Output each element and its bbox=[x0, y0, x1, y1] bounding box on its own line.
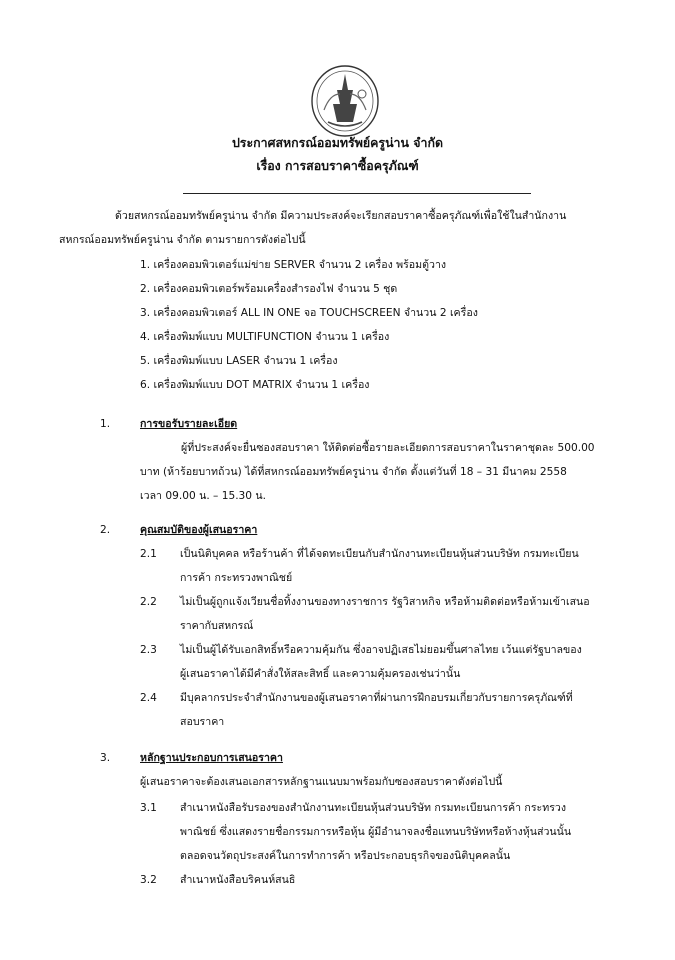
intro-line-2: สหกรณ์ออมทรัพย์ครูน่าน จำกัด ตามรายการดังต่อไปนี้ bbox=[59, 234, 306, 246]
cooperative-seal-logo bbox=[310, 64, 380, 138]
section-1-line-1: ผู้ที่ประสงค์จะยื่นซองสอบราคา ให้ติดต่อซื้อรายละเอียดการสอบราคาในราคาชุดละ 500.00 bbox=[181, 442, 595, 454]
list-item: 3. เครื่องคอมพิวเตอร์ ALL IN ONE จอ TOUCHSCREEN จำนวน 2 เครื่อง bbox=[140, 307, 478, 319]
subsection-line: ราคากับสหกรณ์ bbox=[180, 620, 254, 632]
subsection-number: 3.2 bbox=[140, 874, 157, 886]
subsection-line: สำเนาหนังสือรับรองของสำนักงานทะเบียนหุ้นส่วนบริษัท กรมทะเบียนการค้า กระทรวง bbox=[180, 802, 566, 814]
subsection-line: เป็นนิติบุคคล หรือร้านค้า ที่ได้จดทะเบียนกับสำนักงานทะเบียนหุ้นส่วนบริษัท กรมทะเบียน bbox=[180, 548, 579, 560]
section-3-heading: หลักฐานประกอบการเสนอราคา bbox=[140, 752, 283, 764]
subsection-line: การค้า กระทรวงพาณิชย์ bbox=[180, 572, 293, 584]
subsection-line: พาณิชย์ ซึ่งแสดงรายชื่อกรรมการหรือหุ้น ผู้มีอำนาจลงชื่อแทนบริษัทหรือห้างหุ้นส่วนนั้น bbox=[180, 826, 572, 838]
section-1-number: 1. bbox=[100, 418, 111, 430]
announcement-subject: เรื่อง การสอบราคาซื้อครุภัณฑ์ bbox=[256, 158, 419, 173]
section-1-line-3: เวลา 09.00 น. – 15.30 น. bbox=[140, 490, 267, 502]
intro-line-1: ด้วยสหกรณ์ออมทรัพย์ครูน่าน จำกัด มีความประสงค์จะเรียกสอบราคาซื้อครุภัณฑ์เพื่อใช้ในสำนักงาน bbox=[115, 210, 567, 222]
subsection-line: สำเนาหนังสือบริคนห์สนธิ bbox=[180, 874, 296, 886]
section-2-number: 2. bbox=[100, 524, 111, 536]
section-3-intro: ผู้เสนอราคาจะต้องเสนอเอกสารหลักฐานแนบมาพร้อมกับซองสอบราคาดังต่อไปนี้ bbox=[140, 776, 503, 788]
subsection-number: 2.1 bbox=[140, 548, 157, 560]
subsection-number: 3.1 bbox=[140, 802, 157, 814]
section-2-heading: คุณสมบัติของผู้เสนอราคา bbox=[140, 524, 258, 536]
announcement-title: ประกาศสหกรณ์ออมทรัพย์ครูน่าน จำกัด bbox=[231, 135, 444, 150]
subsection-line: ไม่เป็นผู้ได้รับเอกสิทธิ์หรือความคุ้มกัน ซึ่งอาจปฏิเสธไม่ยอมขึ้นศาลไทย เว้นแต่รัฐบาลของ bbox=[180, 644, 582, 656]
subsection-number: 2.3 bbox=[140, 644, 157, 656]
subsection-number: 2.4 bbox=[140, 692, 157, 704]
subsection-line: ไม่เป็นผู้ถูกแจ้งเวียนชื่อทิ้งงานของทางราชการ รัฐวิสาหกิจ หรือห้ามติดต่อหรือห้ามเข้าเสนอ bbox=[180, 596, 590, 608]
subsection-line: มีบุคลากรประจำสำนักงานของผู้เสนอราคาที่ผ่านการฝึกอบรมเกี่ยวกับรายการครุภัณฑ์ที่ bbox=[180, 692, 573, 704]
subsection-line: สอบราคา bbox=[180, 716, 225, 728]
subsection-number: 2.2 bbox=[140, 596, 157, 608]
list-item: 5. เครื่องพิมพ์แบบ LASER จำนวน 1 เครื่อง bbox=[140, 355, 338, 367]
subsection-line: ตลอดจนวัตถุประสงค์ในการทำการค้า หรือประกอบธุรกิจของนิติบุคคลนั้น bbox=[180, 850, 511, 862]
section-1-line-2: บาท (ห้าร้อยบาทถ้วน) ได้ที่สหกรณ์ออมทรัพย์ครูน่าน จำกัด ตั้งแต่วันที่ 18 – 31 มีนาคม 2558 bbox=[140, 466, 567, 478]
subsection-line: ผู้เสนอราคาได้มีคำสั่งให้สละสิทธิ์ และความคุ้มครองเช่นว่านั้น bbox=[180, 668, 461, 680]
section-3-number: 3. bbox=[100, 752, 111, 764]
list-item: 2. เครื่องคอมพิวเตอร์พร้อมเครื่องสำรองไฟ จำนวน 5 ชุด bbox=[140, 283, 398, 295]
list-item: 4. เครื่องพิมพ์แบบ MULTIFUNCTION จำนวน 1 เครื่อง bbox=[140, 331, 390, 343]
list-item: 1. เครื่องคอมพิวเตอร์แม่ข่าย SERVER จำนวน 2 เครื่อง พร้อมตู้วาง bbox=[140, 259, 447, 271]
section-1-heading: การขอรับรายละเอียด bbox=[140, 418, 238, 430]
list-item: 6. เครื่องพิมพ์แบบ DOT MATRIX จำนวน 1 เครื่อง bbox=[140, 379, 370, 391]
title-underline-divider bbox=[183, 193, 531, 194]
